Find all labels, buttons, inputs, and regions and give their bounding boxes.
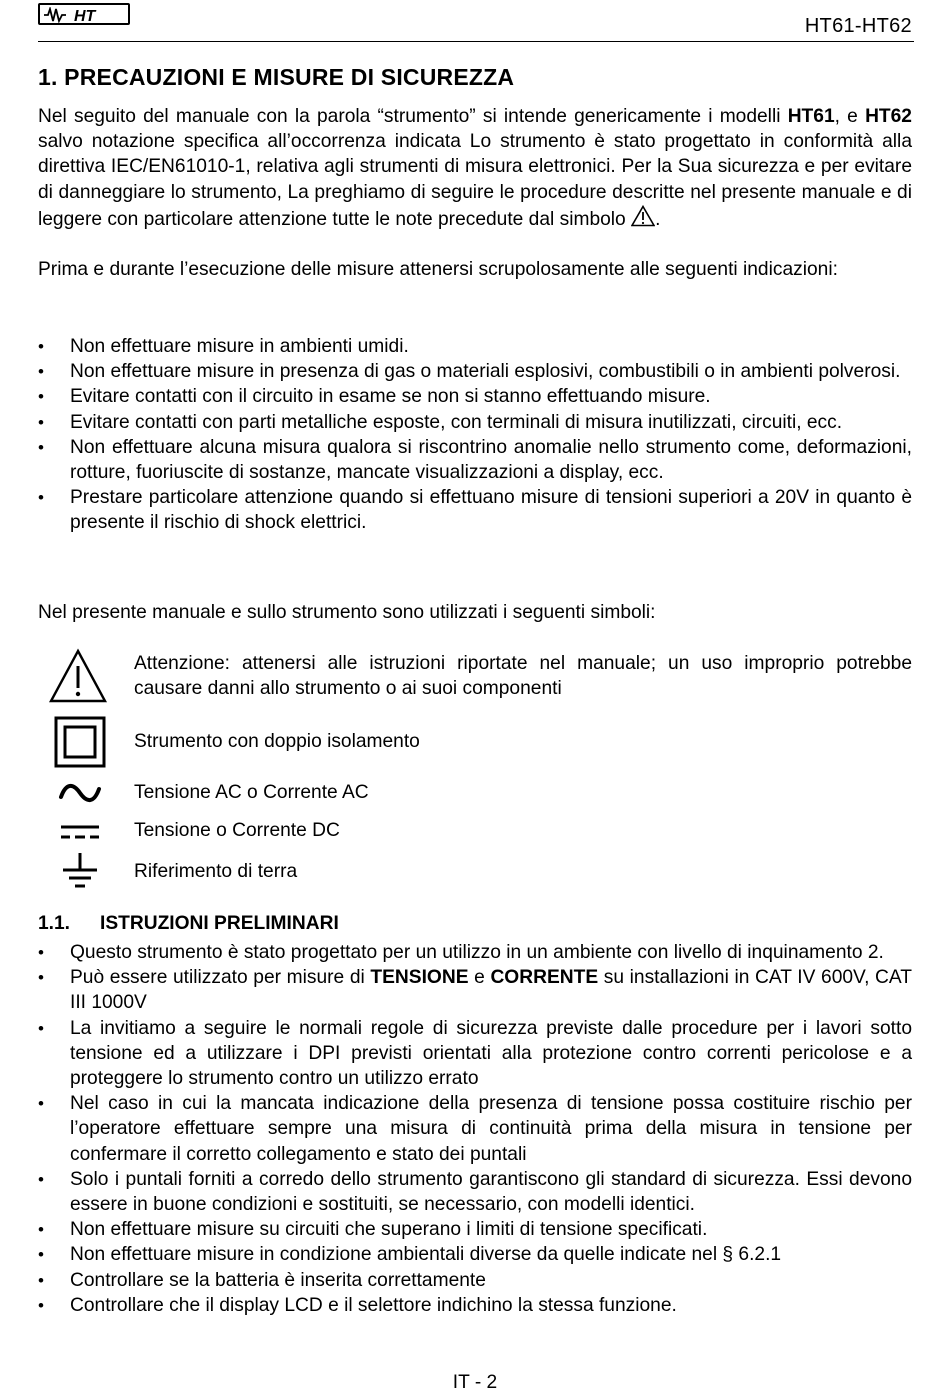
list-item: • Evitare contatti con parti metalliche esposte, con terminali di misura inutilizzati, circuiti, ecc. (38, 410, 912, 435)
list-item: • Questo strumento è stato progettato per un utilizzo in un ambiente con livello di inquinamento 2. (38, 940, 912, 965)
dc-icon (60, 822, 100, 842)
ht-logo-icon (42, 7, 128, 23)
list-item: • Può essere utilizzato per misure di TENSIONE e CORRENTE su installazioni in CAT IV 600V, CAT III 1000V (38, 965, 912, 1015)
page-number: IT - 2 (452, 1372, 498, 1393)
logo-text: HT (74, 8, 96, 23)
list-item: • Evitare contatti con il circuito in esame se non si stanno effettuando misure. (38, 384, 912, 409)
list-item: • Prestare particolare attenzione quando si effettuano misure di tensioni superiori a 20V in quanto è presente il rischio di shock elettrici. (38, 485, 912, 535)
subsection-number: 1.1. (38, 913, 71, 934)
symbol-text: Tensione o Corrente DC (134, 820, 340, 841)
ht-logo (38, 4, 130, 24)
symbol-text: Tensione AC o Corrente AC (134, 782, 369, 803)
list-item: • Controllare che il display LCD e il selettore indichino la stessa funzione. (38, 1293, 912, 1318)
list-item: • Non effettuare misure in condizione ambientali diverse da quelle indicate nel § 6.2.1 (38, 1242, 912, 1267)
list-item: • La invitiamo a seguire le normali regole di sicurezza previste dalle procedure per i lavori sotto tensione ed a utilizzare i DPI previsti orientati alla protezione contro correnti pericolose e a proteggere lo strumento contro un utilizzo errato (38, 1016, 912, 1092)
logo-box (38, 3, 130, 25)
symbol-text: Riferimento di terra (134, 861, 298, 882)
safety-list (38, 334, 912, 536)
warning-triangle-icon (631, 205, 655, 227)
subsection-title (38, 913, 339, 935)
page-header (38, 0, 914, 42)
list-item: • Non effettuare alcuna misura qualora si riscontrino anomalie nello strumento come, deformazioni, rotture, fuoriuscite di sostanze, mancate visualizzazioni a display, ecc. (38, 435, 912, 485)
intro-paragraph-2: Prima e durante l’esecuzione delle misure attenersi scrupolosamente alle seguenti indicazioni: (38, 259, 838, 280)
list-item: • Controllare se la batteria è inserita correttamente (38, 1268, 912, 1293)
section-title: 1. PRECAUZIONI E MISURE DI SICUREZZA (38, 64, 515, 90)
double-insulation-icon (54, 716, 106, 768)
ground-icon (60, 852, 100, 892)
model-name: HT61-HT62 (804, 15, 912, 37)
list-item: • Nel caso in cui la mancata indicazione della presenza di tensione possa costituire rischio per l’operatore effettuare sempre una misura di continuità prima della misura in tensione per confermare il corretto collegamento e stato dei puntali (38, 1091, 912, 1167)
symbol-text: Attenzione: attenersi alle istruzioni riportate nel manuale; un uso improprio potrebbe causare danni allo strumento o ai suoi componenti (134, 653, 912, 700)
subsection-label: ISTRUZIONI PRELIMINARI (100, 913, 339, 934)
symbol-text: Strumento con doppio isolamento (134, 731, 420, 752)
warning-triangle-icon (48, 648, 108, 704)
symbols-intro: Nel presente manuale e sullo strumento sono utilizzati i seguenti simboli: (38, 602, 656, 623)
preliminary-list (38, 940, 912, 1318)
list-item: • Non effettuare misure in presenza di gas o materiali esplosivi, combustibili o in ambienti polverosi. (38, 359, 912, 384)
intro-paragraph: Nel seguito del manuale con la parola “strumento” si intende genericamente i modelli HT61, e HT62 salvo notazione specifica all’occorrenza indicata Lo strumento è stato progettato in conformità alla direttiva IEC/EN61010-1, relativa agli strumenti di misura elettronici. Per la Sua sicurezza e per evitare di danneggiare lo strumento, La preghiamo di seguire le procedure descritte nel presente manuale e di leggere con particolare attenzione tutte le note precedute dal simbolo . (38, 106, 912, 230)
ac-wave-icon (58, 780, 102, 806)
list-item: • Non effettuare misure in ambienti umidi. (38, 334, 912, 359)
list-item: • Solo i puntali forniti a corredo dello strumento garantiscono gli standard di sicurezza. Essi devono essere in buone condizioni e sostituiti, se necessario, con modelli identici. (38, 1167, 912, 1217)
list-item: • Non effettuare misure su circuiti che superano i limiti di tensione specificati. (38, 1217, 912, 1242)
